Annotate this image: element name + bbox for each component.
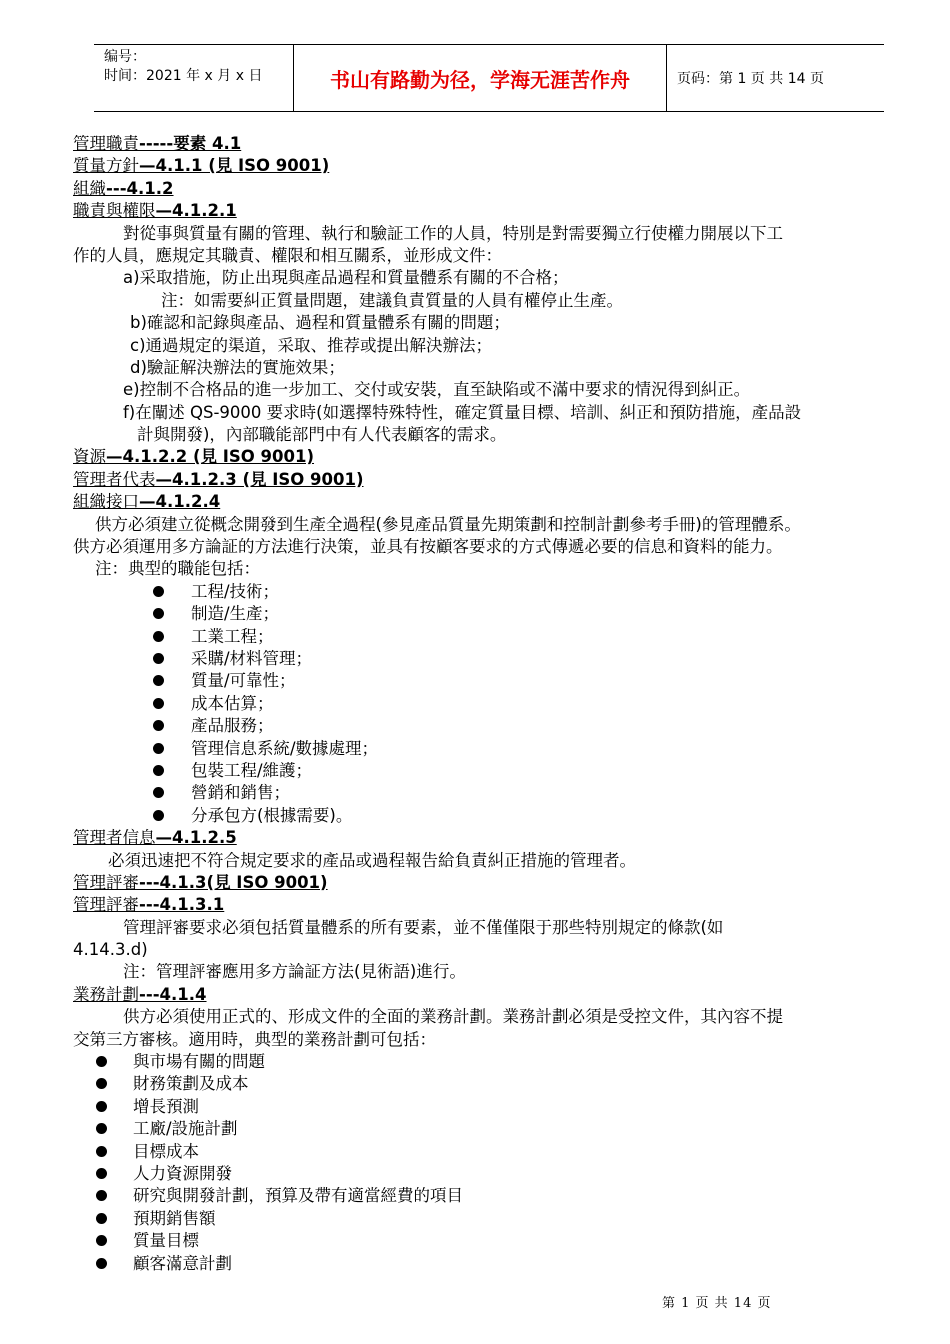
header-motto-cell bbox=[294, 45, 667, 111]
list-item bbox=[73, 1163, 913, 1185]
page-header bbox=[94, 44, 884, 112]
plans-list bbox=[73, 1051, 913, 1275]
bullet-icon bbox=[153, 765, 164, 776]
list-item-text: 質量目標 bbox=[133, 1231, 199, 1251]
heading-4-1-2 bbox=[73, 178, 913, 200]
heading-4-1-3-1 bbox=[73, 894, 913, 916]
list-item-text: 營銷和銷售； bbox=[191, 783, 290, 803]
list-item bbox=[73, 648, 913, 670]
heading-4-1-2-3 bbox=[73, 469, 913, 491]
list-item-text: 研究與開發計劃，預算及帶有適當經費的項目 bbox=[133, 1186, 463, 1206]
list-item-text: 采購/材料管理； bbox=[191, 648, 313, 668]
heading-text: 組織 bbox=[73, 178, 106, 198]
list-item-text: 增長預測 bbox=[133, 1096, 199, 1116]
note-line: 注：管理評審應用多方論証方法(見術語)進行。 bbox=[123, 962, 466, 982]
heading-number: ---4.1.2 bbox=[106, 178, 174, 198]
bullet-icon bbox=[96, 1213, 107, 1224]
list-item-text: 管理信息系統/數據處理； bbox=[191, 738, 379, 758]
list-item bbox=[73, 1208, 913, 1230]
heading-number: —4.1.1 (見 ISO 9001) bbox=[139, 156, 330, 176]
document-body bbox=[73, 133, 913, 1275]
paragraph-line: 必須迅速把不符合規定要求的產品或過程報告給負責糾正措施的管理者。 bbox=[108, 850, 636, 870]
heading-4-1-1 bbox=[73, 155, 913, 177]
paragraph-line: 4.14.3.d) bbox=[73, 940, 148, 960]
list-item bbox=[73, 670, 913, 692]
list-item bbox=[73, 603, 913, 625]
heading-number: —4.1.2.2 (見 ISO 9001) bbox=[106, 447, 315, 467]
list-item-text: 預期銷售額 bbox=[133, 1208, 216, 1228]
header-motto: 书山有路勤为径，学海无涯苦作舟 bbox=[330, 67, 630, 92]
paragraph-line: 供方必須使用正式的、形成文件的全面的業務計劃。業務計劃必須是受控文件，其內容不提 bbox=[123, 1007, 783, 1027]
list-item-e: e)控制不合格品的進一步加工、交付或安裝，直至缺陷或不滿中要求的情況得到糾正。 bbox=[123, 380, 751, 400]
list-item bbox=[73, 1185, 913, 1207]
bullet-icon bbox=[153, 608, 164, 619]
list-item-text: 質量/可靠性； bbox=[191, 671, 296, 691]
list-item-text: 分承包方(根據需要)。 bbox=[191, 805, 353, 825]
heading-number: —4.1.2.5 bbox=[155, 828, 237, 848]
bullet-icon bbox=[153, 698, 164, 709]
list-item-c: c)通過規定的渠道，采取、推荐或提出解決辦法； bbox=[130, 335, 493, 355]
bullet-icon bbox=[96, 1056, 107, 1067]
header-time: 时间：2021 年 x 月 x 日 bbox=[104, 68, 263, 84]
list-item bbox=[73, 1118, 913, 1140]
bullet-icon bbox=[96, 1190, 107, 1201]
list-item bbox=[73, 693, 913, 715]
paragraph-line: 作的人員，應規定其職責、權限和相互關系，並形成文件： bbox=[73, 245, 502, 265]
list-item-a-note: 注：如需要糾正質量問題，建議負責質量的人員有權停止生產。 bbox=[161, 290, 623, 310]
heading-text: 管理者代表 bbox=[73, 469, 156, 489]
heading-4-1-2-5 bbox=[73, 827, 913, 849]
list-item-b: b)確認和記錄與產品、過程和質量體系有關的問題； bbox=[130, 313, 510, 333]
list-item-text: 財務策劃及成本 bbox=[133, 1074, 249, 1094]
bullet-icon bbox=[153, 631, 164, 642]
bullet-icon bbox=[96, 1101, 107, 1112]
list-item-f: f)在闡述 QS-9000 要求時(如選擇特殊特性，確定質量目標、培訓、糾正和預防措施，產品設 bbox=[123, 402, 802, 422]
list-item bbox=[73, 1141, 913, 1163]
heading-4-1-4 bbox=[73, 984, 913, 1006]
heading-number: ---4.1.3(見 ISO 9001) bbox=[139, 872, 328, 892]
bullet-icon bbox=[96, 1123, 107, 1134]
heading-4-1-2-1 bbox=[73, 200, 913, 222]
heading-text: 組織接口 bbox=[73, 492, 139, 512]
heading-text: 管理者信息 bbox=[73, 828, 156, 848]
bullet-icon bbox=[153, 586, 164, 597]
paragraph-line: 對從事與質量有關的管理、執行和驗証工作的人員，特別是對需要獨立行使權力開展以下工 bbox=[123, 223, 783, 243]
note-line: 注：典型的職能包括： bbox=[95, 559, 260, 579]
bullet-icon bbox=[96, 1078, 107, 1089]
heading-text: 管理評審 bbox=[73, 895, 139, 915]
heading-number: —4.1.2.4 bbox=[139, 492, 221, 512]
header-meta bbox=[94, 45, 294, 111]
heading-4-1 bbox=[73, 133, 913, 155]
heading-number: -----要素 4.1 bbox=[139, 134, 242, 153]
list-item-text: 包裝工程/維護； bbox=[191, 760, 313, 780]
header-number: 编号： bbox=[104, 49, 146, 65]
heading-text: 管理評審 bbox=[73, 872, 139, 892]
list-item-text: 產品服務； bbox=[191, 716, 274, 736]
list-item-text: 人力資源開發 bbox=[133, 1163, 232, 1183]
bullet-icon bbox=[153, 653, 164, 664]
list-item-text: 成本估算； bbox=[191, 693, 274, 713]
list-item bbox=[73, 1230, 913, 1252]
list-item-a: a)采取措施，防止出現與產品過程和質量體系有關的不合格； bbox=[123, 268, 569, 288]
heading-text: 資源 bbox=[73, 447, 106, 467]
heading-number: ---4.1.3.1 bbox=[139, 895, 225, 915]
heading-text: 職責與權限 bbox=[73, 201, 156, 221]
list-item-text: 顧客滿意計劃 bbox=[133, 1253, 232, 1273]
heading-4-1-2-4 bbox=[73, 491, 913, 513]
heading-4-1-2-2 bbox=[73, 446, 913, 468]
page-footer: 第 1 页 共 14 页 bbox=[662, 1296, 772, 1311]
heading-text: 管理職責 bbox=[73, 134, 139, 153]
paragraph-line: 交第三方審核。適用時，典型的業務計劃可包括： bbox=[73, 1029, 436, 1049]
list-item-text: 工業工程； bbox=[191, 626, 274, 646]
list-item-f-cont: 計與開發)，內部職能部門中有人代表顧客的需求。 bbox=[137, 425, 507, 445]
bullet-icon bbox=[96, 1235, 107, 1246]
list-item bbox=[73, 738, 913, 760]
list-item bbox=[73, 1051, 913, 1073]
bullet-icon bbox=[153, 720, 164, 731]
list-item bbox=[73, 581, 913, 603]
heading-4-1-3 bbox=[73, 872, 913, 894]
bullet-icon bbox=[153, 743, 164, 754]
paragraph-line: 供方必須建立從概念開發到生產全過程(參見產品質量先期策劃和控制計劃參考手冊)的管理體系。 bbox=[95, 514, 801, 534]
bullet-icon bbox=[153, 675, 164, 686]
list-item-text: 工廠/設施計劃 bbox=[133, 1119, 238, 1139]
paragraph-line: 供方必須運用多方論証的方法進行決策，並具有按顧客要求的方式傳遞必要的信息和資料的能力。 bbox=[73, 537, 783, 557]
heading-text: 質量方針 bbox=[73, 156, 139, 176]
heading-text: 業務計劃 bbox=[73, 984, 139, 1004]
bullet-icon bbox=[96, 1146, 107, 1157]
bullet-icon bbox=[96, 1258, 107, 1269]
list-item bbox=[73, 1253, 913, 1275]
list-item bbox=[73, 1096, 913, 1118]
list-item-text: 制造/生產； bbox=[191, 604, 280, 624]
heading-number: ---4.1.4 bbox=[139, 984, 207, 1004]
bullet-icon bbox=[153, 787, 164, 798]
list-item bbox=[73, 715, 913, 737]
header-page-info: 页码：第 1 页 共 14 页 bbox=[677, 71, 824, 87]
list-item-text: 與市場有關的問題 bbox=[133, 1052, 265, 1072]
bullet-icon bbox=[96, 1168, 107, 1179]
list-item bbox=[73, 760, 913, 782]
list-item-text: 目標成本 bbox=[133, 1141, 199, 1161]
heading-number: —4.1.2.1 bbox=[155, 201, 237, 221]
list-item-d: d)驗証解決辦法的實施效果； bbox=[130, 357, 345, 377]
list-item bbox=[73, 805, 913, 827]
paragraph-line: 管理評審要求必須包括質量體系的所有要素，並不僅僅限于那些特別規定的條款(如 bbox=[123, 917, 724, 937]
list-item bbox=[73, 626, 913, 648]
list-item bbox=[73, 1073, 913, 1095]
heading-number: —4.1.2.3 (見 ISO 9001) bbox=[155, 469, 364, 489]
list-item-text: 工程/技術； bbox=[191, 581, 280, 601]
bullet-icon bbox=[153, 810, 164, 821]
list-item bbox=[73, 782, 913, 804]
functions-list bbox=[73, 581, 913, 827]
